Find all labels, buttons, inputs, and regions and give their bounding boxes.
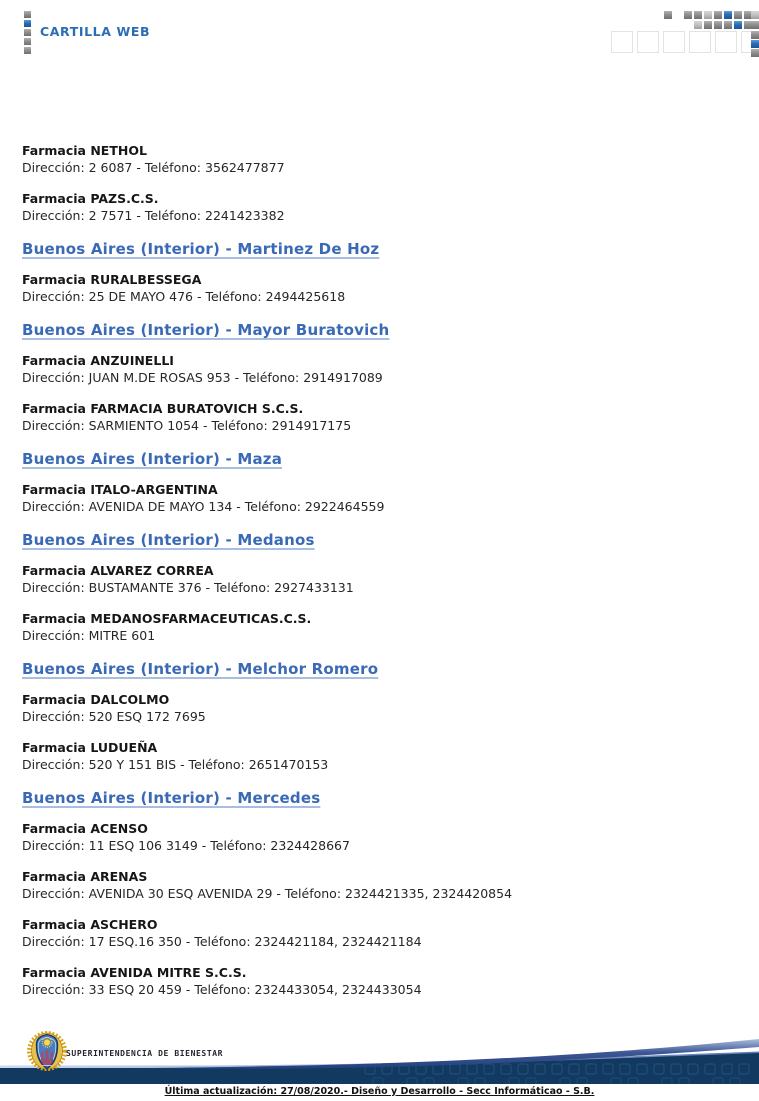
cartilla-web-logo-icon — [24, 11, 31, 56]
pharmacy-entry — [22, 740, 737, 773]
mosaic-square — [704, 21, 712, 29]
pharmacy-address: Dirección: 2 7571 - Teléfono: 2241423382 — [22, 207, 285, 223]
pharmacy-address: Dirección: 25 DE MAYO 476 - Teléfono: 2494425618 — [22, 288, 346, 304]
pharmacy-name: Farmacia AVENIDA MITRE S.C.S. — [22, 965, 247, 980]
mosaic-square — [694, 21, 702, 29]
mosaic-square — [751, 21, 759, 29]
pharmacy-address: Dirección: MITRE 601 — [22, 627, 156, 643]
mosaic-square — [714, 21, 722, 29]
section-heading-link[interactable]: Buenos Aires (Interior) - Melchor Romero — [22, 660, 379, 678]
pharmacy-name: Farmacia ANZUINELLI — [22, 353, 174, 368]
pharmacy-address: Dirección: AVENIDA 30 ESQ AVENIDA 29 - Teléfono: 2324421335, 2324420854 — [22, 885, 513, 901]
pharmacy-entry — [22, 191, 737, 224]
pharmacy-entry — [22, 917, 737, 950]
mosaic-square — [734, 11, 742, 19]
pharmacy-entry — [22, 482, 737, 515]
pharmacy-address: Dirección: 520 Y 151 BIS - Teléfono: 2651470153 — [22, 756, 329, 772]
logo-square — [24, 47, 31, 54]
pharmacy-entry — [22, 869, 737, 902]
mosaic-square — [751, 40, 759, 48]
pharmacy-entry — [22, 965, 737, 998]
section-heading-link[interactable]: Buenos Aires (Interior) - Medanos — [22, 531, 315, 549]
pharmacy-entry — [22, 563, 737, 596]
pharmacy-entry — [22, 611, 737, 644]
app-title: CARTILLA WEB — [40, 24, 151, 39]
section-heading-link[interactable]: Buenos Aires (Interior) - Martinez De Hoz — [22, 240, 380, 258]
pharmacy-name: Farmacia LUDUEÑA — [22, 740, 158, 755]
pharmacy-name: Farmacia ACENSO — [22, 821, 148, 836]
pharmacy-name: Farmacia PAZS.C.S. — [22, 191, 159, 206]
pharmacy-name: Farmacia ITALO-ARGENTINA — [22, 482, 218, 497]
pharmacy-address: Dirección: 520 ESQ 172 7695 — [22, 708, 206, 724]
pharmacy-list — [0, 60, 759, 1013]
logo-square — [24, 38, 31, 45]
mosaic-outline-square — [663, 31, 685, 53]
mosaic-square — [734, 21, 742, 29]
mosaic-square — [684, 11, 692, 19]
section-heading-link[interactable]: Buenos Aires (Interior) - Maza — [22, 450, 283, 468]
pharmacy-address: Dirección: JUAN M.DE ROSAS 953 - Teléfono: 2914917089 — [22, 369, 383, 385]
pharmacy-address: Dirección: 33 ESQ 20 459 - Teléfono: 2324433054, 2324433054 — [22, 981, 422, 997]
section-heading-link[interactable]: Buenos Aires (Interior) - Mayor Buratovich — [22, 321, 390, 339]
logo-square — [24, 20, 31, 27]
header-mosaic-decoration — [599, 0, 759, 60]
pharmacy-address: Dirección: AVENIDA DE MAYO 134 - Teléfono: 2922464559 — [22, 498, 385, 514]
pharmacy-address: Dirección: SARMIENTO 1054 - Teléfono: 2914917175 — [22, 417, 352, 433]
footer-band-decoration — [0, 1038, 759, 1084]
pharmacy-name: Farmacia ASCHERO — [22, 917, 158, 932]
mosaic-outline-square — [611, 31, 633, 53]
mosaic-square — [664, 11, 672, 19]
logo-square — [24, 29, 31, 36]
pharmacy-name: Farmacia MEDANOSFARMACEUTICAS.C.S. — [22, 611, 312, 626]
last-update-line: Última actualización: 27/08/2020.- Diseño y Desarrollo - Secc Informáticao - S.B. — [164, 1086, 595, 1097]
pharmacy-name: Farmacia FARMACIA BURATOVICH S.C.S. — [22, 401, 304, 416]
mosaic-square — [704, 11, 712, 19]
mosaic-outline-square — [637, 31, 659, 53]
mosaic-square — [751, 31, 759, 39]
pharmacy-entry — [22, 143, 737, 176]
mosaic-square — [724, 11, 732, 19]
footer — [0, 1028, 759, 1101]
pharmacy-name: Farmacia DALCOLMO — [22, 692, 170, 707]
pharmacy-address: Dirección: BUSTAMANTE 376 - Teléfono: 2927433131 — [22, 579, 354, 595]
pharmacy-entry — [22, 353, 737, 386]
mosaic-outline-square — [689, 31, 711, 53]
mosaic-square — [751, 11, 759, 19]
pharmacy-address: Dirección: 2 6087 - Teléfono: 3562477877 — [22, 159, 285, 175]
superintendencia-crest-icon — [26, 1028, 68, 1074]
pharmacy-entry — [22, 401, 737, 434]
mosaic-square — [714, 11, 722, 19]
pharmacy-entry — [22, 692, 737, 725]
section-heading-link[interactable]: Buenos Aires (Interior) - Mercedes — [22, 789, 321, 807]
pharmacy-name: Farmacia ALVAREZ CORREA — [22, 563, 214, 578]
mosaic-square — [694, 11, 702, 19]
header — [0, 0, 759, 60]
logo-square — [24, 11, 31, 18]
mosaic-square — [751, 49, 759, 57]
pharmacy-entry — [22, 272, 737, 305]
pharmacy-address: Dirección: 17 ESQ.16 350 - Teléfono: 2324421184, 2324421184 — [22, 933, 422, 949]
pharmacy-name: Farmacia ARENAS — [22, 869, 148, 884]
pharmacy-address: Dirección: 11 ESQ 106 3149 - Teléfono: 2324428667 — [22, 837, 350, 853]
pharmacy-entry — [22, 821, 737, 854]
mosaic-square — [724, 21, 732, 29]
pharmacy-name: Farmacia RURALBESSEGA — [22, 272, 202, 287]
mosaic-outline-square — [715, 31, 737, 53]
org-name: SUPERINTENDENCIA DE BIENESTAR — [66, 1049, 224, 1058]
pharmacy-name: Farmacia NETHOL — [22, 143, 147, 158]
